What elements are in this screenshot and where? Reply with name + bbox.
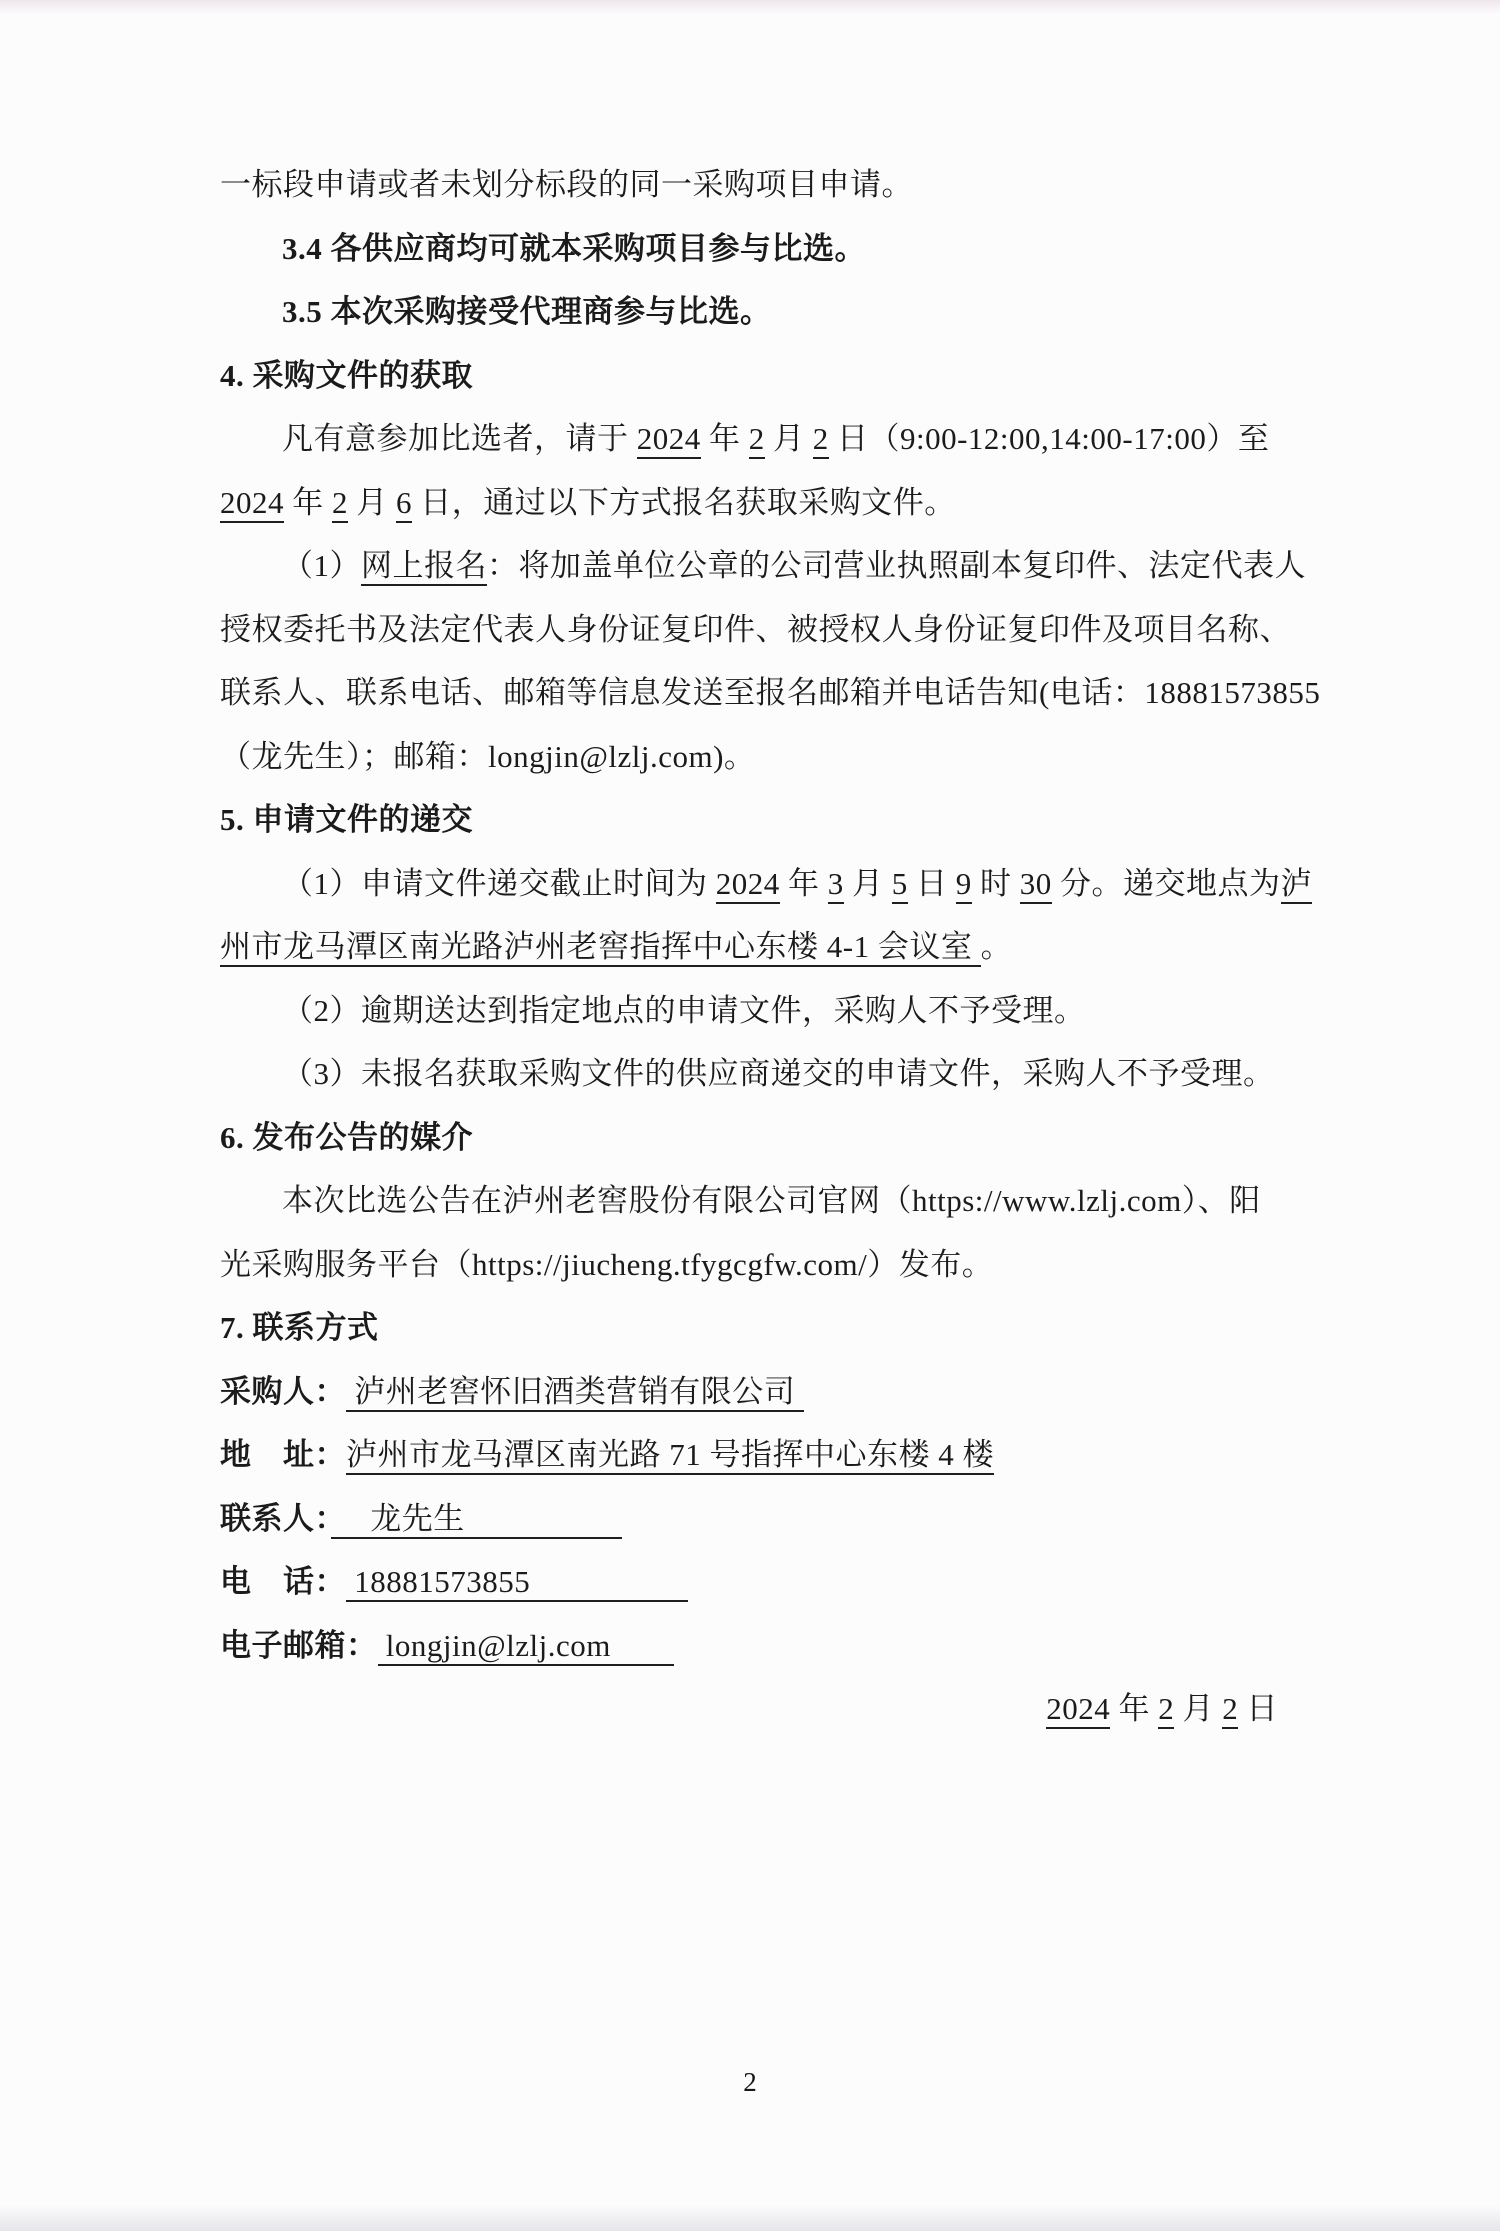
text-segment: 年 xyxy=(284,484,332,520)
text-segment: 电 话： xyxy=(220,1564,346,1599)
scan-artifact-top-edge xyxy=(0,0,1500,14)
contact-email xyxy=(220,1614,1282,1678)
underlined-text: 龙先生 xyxy=(331,1501,623,1539)
text-segment: （3）未报名获取采购文件的供应商递交的申请文件，采购人不予受理。 xyxy=(282,1056,1275,1091)
text-segment: （龙先生）；邮箱：longjin@lzlj.com)。 xyxy=(220,738,756,774)
text-segment: （1） xyxy=(282,548,361,583)
underlined-text: 2 xyxy=(749,421,765,459)
text-segment: 联系人： xyxy=(220,1500,331,1536)
text-segment: 5. 申请文件的递交 xyxy=(220,802,473,837)
text-segment: 6. 发布公告的媒介 xyxy=(220,1119,473,1155)
text-segment: 光采购服务平台（https://jiucheng.tfygcgfw.com/）发布。 xyxy=(220,1246,994,1282)
text-segment: 地 址： xyxy=(220,1437,346,1472)
page-number: 2 xyxy=(743,2067,757,2097)
text-segment: ：将加盖单位公章的公司营业执照副本复印件、法定代表人 xyxy=(487,548,1306,583)
text-segment: 时 xyxy=(971,865,1020,901)
underlined-text: 9 xyxy=(956,866,972,904)
section-6-heading xyxy=(220,1106,1282,1170)
underlined-text: 18881573855 xyxy=(346,1564,688,1602)
text-segment: （1）申请文件递交截止时间为 xyxy=(282,865,716,901)
document-body xyxy=(220,153,1321,1741)
para-media-2 xyxy=(220,1233,1282,1297)
clause-3-4 xyxy=(220,217,1282,281)
contact-purchaser xyxy=(220,1360,1282,1424)
underlined-text: 3 xyxy=(828,866,844,904)
text-segment: 一标段申请或者未划分标段的同一采购项目申请。 xyxy=(220,167,913,202)
clause-3-5 xyxy=(220,280,1282,344)
text-segment: 本次比选公告在泸州老窖股份有限公司官网（https://www.lzlj.com）、阳 xyxy=(282,1183,1261,1218)
para-unregistered xyxy=(220,1042,1282,1106)
underlined-text: 网上报名 xyxy=(361,548,487,586)
text-segment: 电子邮箱： xyxy=(220,1627,378,1663)
para-late-delivery xyxy=(220,979,1282,1043)
text-segment: 年 xyxy=(1110,1691,1159,1726)
text-segment: 4. 采购文件的获取 xyxy=(220,357,473,393)
text-segment: 联系人、联系电话、邮箱等信息发送至报名邮箱并电话告知(电话：18881573855 xyxy=(220,675,1321,710)
contact-phone xyxy=(220,1550,1282,1614)
para-carryover xyxy=(220,153,1282,217)
text-segment: 日（9:00-12:00,14:00-17:00）至 xyxy=(828,421,1270,456)
text-segment: 年 xyxy=(700,421,749,456)
underlined-text: 2 xyxy=(1158,1691,1174,1729)
para-online-signup-3 xyxy=(220,661,1321,725)
underlined-text: 2024 xyxy=(1046,1691,1110,1729)
text-segment: 3.4 各供应商均可就本采购项目参与比选。 xyxy=(282,230,866,266)
text-segment: 月 xyxy=(1174,1691,1223,1726)
text-segment: 3.5 本次采购接受代理商参与比选。 xyxy=(282,294,772,329)
underlined-text: 州市龙马潭区南光路泸州老窖指挥中心东楼 4-1 会议室 xyxy=(220,929,981,967)
contact-address xyxy=(220,1423,1282,1487)
text-segment: 日，通过以下方式报名获取采购文件。 xyxy=(412,484,956,520)
text-segment: 采购人： xyxy=(220,1373,346,1409)
underlined-text: 泸州老窖怀旧酒类营销有限公司 xyxy=(346,1374,804,1412)
scan-artifact-bottom-edge xyxy=(0,2205,1500,2231)
underlined-text: 5 xyxy=(892,866,908,904)
para-online-signup-1 xyxy=(220,534,1306,598)
text-segment: 分。递交地点为 xyxy=(1051,865,1281,901)
contact-person xyxy=(220,1487,1282,1551)
text-segment: 月 xyxy=(348,484,396,520)
underlined-text: 2024 xyxy=(716,866,780,904)
text-segment: 凡有意参加比选者，请于 xyxy=(282,421,637,456)
section-4-heading xyxy=(220,344,1282,408)
text-segment: 日 xyxy=(907,865,956,901)
para-media-1 xyxy=(220,1169,1282,1233)
underlined-text: 2 xyxy=(813,421,829,459)
text-segment: 月 xyxy=(764,421,813,456)
para-online-signup-4 xyxy=(220,725,1282,789)
underlined-text: 2024 xyxy=(637,421,701,459)
underlined-text: longjin@lzlj.com xyxy=(378,1628,674,1666)
para-registration-time-1 xyxy=(220,407,1282,471)
underlined-text: 2 xyxy=(332,485,348,523)
text-segment: 授权委托书及法定代表人身份证复印件、被授权人身份证复印件及项目名称、 xyxy=(220,611,1291,647)
para-registration-time-2 xyxy=(220,471,1282,535)
underlined-text: 2 xyxy=(1222,1691,1238,1729)
underlined-text: 30 xyxy=(1020,866,1052,904)
section-7-heading xyxy=(220,1296,1282,1360)
underlined-text: 2024 xyxy=(220,485,284,523)
text-segment: 日 xyxy=(1238,1691,1278,1726)
underlined-text: 泸州市龙马潭区南光路 71 号指挥中心东楼 4 楼 xyxy=(346,1437,994,1475)
underlined-text: 泸 xyxy=(1281,866,1313,904)
para-deadline-2 xyxy=(220,915,1282,979)
para-deadline-1 xyxy=(220,852,1312,916)
section-5-heading xyxy=(220,788,1282,852)
text-segment: 月 xyxy=(843,865,892,901)
para-online-signup-2 xyxy=(220,598,1291,662)
text-segment: 年 xyxy=(779,865,828,901)
text-segment: 。 xyxy=(980,929,1013,964)
text-segment: 7. 联系方式 xyxy=(220,1310,379,1345)
text-segment: （2）逾期送达到指定地点的申请文件，采购人不予受理。 xyxy=(282,992,1086,1028)
announcement-date xyxy=(220,1677,1282,1741)
underlined-text: 6 xyxy=(396,485,412,523)
